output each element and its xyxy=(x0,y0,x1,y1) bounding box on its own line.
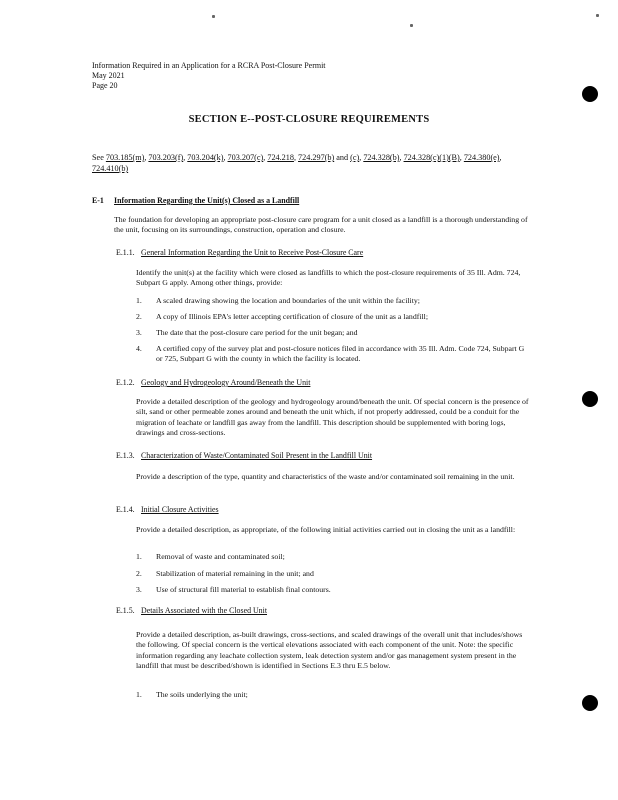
ref-link[interactable]: (c) xyxy=(350,153,360,162)
list-number: 2. xyxy=(136,312,142,321)
section-e12-heading xyxy=(116,378,310,387)
section-number: E-1 xyxy=(92,196,104,205)
section-e13-heading xyxy=(116,451,372,460)
ref-link[interactable]: 703.204(k) xyxy=(187,153,224,162)
punch-hole xyxy=(582,695,598,711)
see-and: and xyxy=(334,153,351,162)
header-line-2: May 2021 xyxy=(92,71,125,80)
ref-link[interactable]: 724.297(b) xyxy=(298,153,335,162)
section-number: E.1.4. xyxy=(116,505,135,514)
section-title: Details Associated with the Closed Unit xyxy=(141,606,268,615)
list-number: 2. xyxy=(136,569,142,578)
ref-link[interactable]: 724.218 xyxy=(267,153,294,162)
punch-hole xyxy=(582,391,598,407)
header-line-3: Page 20 xyxy=(92,81,118,90)
list-text: A certified copy of the survey plat and post-closure notices filed in accordance with 35 Ill. Adm. Code 724, Subpart G or 725, Subpart G with the county in which the facility is located. xyxy=(156,344,525,364)
header-line-1: Information Required in an Application for a RCRA Post-Closure Permit xyxy=(92,61,326,70)
e11-intro: Identify the unit(s) at the facility which were closed as landfills to which the post-closure requirements of 35 Ill. Adm. 724, Subpart G apply. Among other things, provide: xyxy=(136,268,521,288)
ref-link[interactable]: 724.328(c)(1)(B) xyxy=(403,153,460,162)
scan-mark xyxy=(212,15,215,18)
page-title: SECTION E--POST-CLOSURE REQUIREMENTS xyxy=(188,114,430,125)
e15-intro: Provide a detailed description, as-built drawings, cross-sections, and scaled drawings of the overall unit that includes/shows the following. Of special concern is the vertical elevations associated with each component of the unit. Note: the specific information regarding any leachate collection system, leak detection system and/or gas management system present in the landfill that must be described/shown is identified in Sections E.3 thru E.5 below. xyxy=(136,630,523,670)
list-text: The soils underlying the unit; xyxy=(156,690,248,699)
list-text: Removal of waste and contaminated soil; xyxy=(156,552,285,561)
section-number: E.1.1. xyxy=(116,248,135,257)
list-number: 3. xyxy=(136,328,142,337)
ref-link[interactable]: 724.328(b) xyxy=(363,153,400,162)
see-prefix: See xyxy=(92,153,106,162)
section-e15-heading xyxy=(116,606,267,615)
section-title: Initial Closure Activities xyxy=(141,505,219,514)
list-number: 1. xyxy=(136,690,142,699)
scan-mark xyxy=(596,14,599,17)
section-title: Geology and Hydrogeology Around/Beneath the Unit xyxy=(141,378,311,387)
ref-link[interactable]: 703.203(f) xyxy=(148,153,184,162)
list-number: 4. xyxy=(136,344,142,353)
list-number: 1. xyxy=(136,552,142,561)
list-text: Stabilization of material remaining in the unit; and xyxy=(156,569,314,578)
section-title: Information Regarding the Unit(s) Closed as a Landfill xyxy=(114,196,300,205)
ref-link[interactable]: 724.410(b) xyxy=(92,164,129,173)
see-references: See 703.185(m), 703.203(f), 703.204(k), 703.207(c), 724.218, 724.297(b) and (c), 724.328(b), 724.328(c)(1)(B), 724.380(e), 724.410(b) xyxy=(92,153,502,173)
ref-link[interactable]: 703.207(c) xyxy=(227,153,264,162)
list-text: A scaled drawing showing the location and boundaries of the unit within the facility; xyxy=(156,296,420,305)
section-e1-heading xyxy=(92,196,299,205)
e1-intro: The foundation for developing an appropriate post-closure care program for a unit closed as a landfill is a thorough understanding of the unit, focusing on its surroundings, construction, operation and closure. xyxy=(114,215,528,235)
section-e14-heading xyxy=(116,505,219,514)
section-number: E.1.5. xyxy=(116,606,135,615)
section-number: E.1.2. xyxy=(116,378,135,387)
e14-intro: Provide a detailed description, as appropriate, of the following initial activities carried out in closing the unit as a landfill: xyxy=(136,525,516,534)
list-text: Use of structural fill material to establish final contours. xyxy=(156,585,331,594)
scan-mark xyxy=(410,24,413,27)
list-number: 1. xyxy=(136,296,142,305)
ref-link[interactable]: 703.185(m) xyxy=(105,153,145,162)
section-title: General Information Regarding the Unit to Receive Post-Closure Care xyxy=(141,248,364,257)
punch-hole xyxy=(582,86,598,102)
list-text: A copy of Illinois EPA's letter accepting certification of closure of the unit as a landfill; xyxy=(156,312,428,321)
section-title: Characterization of Waste/Contaminated Soil Present in the Landfill Unit xyxy=(141,451,373,460)
list-text: The date that the post-closure care period for the unit began; and xyxy=(156,328,358,337)
list-number: 3. xyxy=(136,585,142,594)
e12-text: Provide a detailed description of the geology and hydrogeology around/beneath the unit. Of special concern is the presence of silt, sand or other permeable zones around and beneath the unit which, if not properly addressed, could be a conduit for the migration of leachate or landfill gas away from the landfill. This description should be supplemented with boring logs, drawings and cross-sections. xyxy=(136,397,529,437)
section-number: E.1.3. xyxy=(116,451,135,460)
ref-link[interactable]: 724.380(e) xyxy=(463,153,500,162)
section-e11-heading xyxy=(116,248,363,257)
e13-text: Provide a description of the type, quantity and characteristics of the waste and/or contaminated soil remaining in the unit. xyxy=(136,472,515,481)
